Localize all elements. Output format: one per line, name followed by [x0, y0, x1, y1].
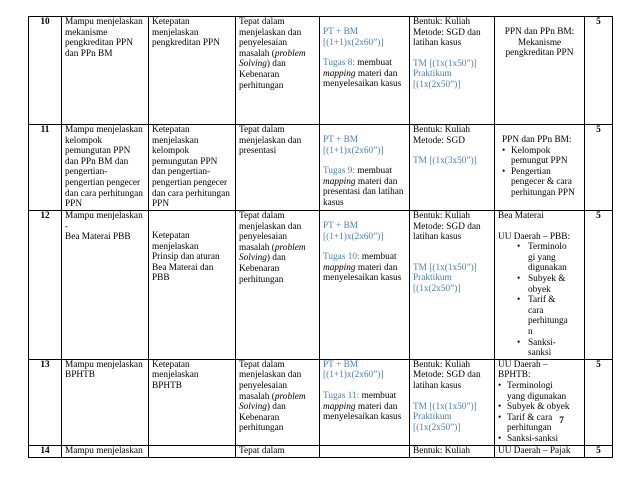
list-item: • Pengertian pengecer & cara perhitungan PPN	[511, 167, 581, 199]
materi-cell: PPN dan PPn BM: • Kelompok pemungut PPN • Pengertian pengecer & cara perhitungan PPN	[495, 125, 585, 211]
tugas-text: Tugas 8: membuat mapping materi dan menyelesaikan kasus	[323, 58, 402, 90]
waktu-text: PT + BM [(1+1)x(2x60”)]	[323, 135, 384, 156]
kemampuan-cell: Mampu menjelaskan - Bea Materai PBB	[62, 211, 149, 360]
table-row	[29, 125, 613, 211]
bobot-cell: 5	[585, 211, 613, 360]
list-item: • Kelompok pemungut PPN	[511, 146, 581, 167]
kriteria-cell: Tepat dalam	[236, 445, 320, 457]
row-number: 13	[29, 359, 62, 445]
metode-cell	[320, 211, 410, 360]
row-number: 14	[29, 445, 62, 457]
bobot-cell: 5	[585, 359, 613, 445]
kriteria-cell: Tepat dalam menjelaskan dan presentasi	[236, 125, 320, 211]
bobot-cell: 5	[585, 125, 613, 211]
rps-table	[28, 16, 613, 458]
table-row	[29, 211, 613, 360]
table-row	[29, 445, 613, 457]
kemampuan-cell: Mampu menjelaskan kelompok pemungutan PPN dan PPn BM dan pengertian- pengertian pengecer dan cara perhitungan PPN	[62, 125, 149, 211]
tugas-text: Tugas 9: membuat mapping materi dan presentasi dan latihan kasus	[323, 166, 404, 208]
waktu-text: PT + BM [(1+1)x(2x60”)]	[323, 27, 384, 48]
bentuk-cell: Bentuk: Kuliah Metode: SGD dan latihan kasus TM [(1x(1x50”)] Praktikum [(1x(2x50”)]	[410, 359, 495, 445]
metode-cell	[320, 125, 410, 211]
bentuk-cell: Bentuk: Kuliah	[410, 445, 495, 457]
tugas-text: Tugas 10: membuat mapping materi dan menyelesaikan kasus	[323, 252, 402, 284]
tugas-text: Tugas 11: membuat mapping materi dan menyelesaikan kasus	[323, 390, 402, 423]
row-number: 12	[29, 211, 62, 360]
list-item: • Terminologi yang digunakan	[507, 381, 581, 402]
bentuk-cell: Bentuk: Kuliah Metode: SGD dan latihan kasus TM [(1x(1x50”)] Praktikum [(1x(2x50”)]	[410, 17, 495, 125]
kriteria-cell: Tepat dalam menjelaskan dan penyelesaian masalah (problem Solving) dan Kebenaran perhitungan	[236, 359, 320, 445]
waktu-text: PT + BM [(1+1)x(2x60”)]	[323, 359, 384, 381]
materi-cell: Bea Materai UU Daerah – PBB: • Terminolo gi yang digunakan • Subyek & obyek • Tarif & cara perhitunga n • Sanksi- sanksi	[495, 211, 585, 360]
bentuk-cell: Bentuk: Kuliah Metode: SGD dan latihan kasus TM [(1x(1x50”)] Praktikum [(1x(2x50”)]	[410, 211, 495, 360]
materi-cell: UU Daerah – Pajak	[495, 445, 585, 457]
materi-cell: UU Daerah – BPHTB: • Terminologi yang digunakan • Subyek & obyek • Tarif & cara perhitungan • Sanksi-sanksi	[495, 359, 585, 445]
materi-list	[502, 146, 581, 199]
kriteria-cell: Tepat dalam menjelaskan dan penyelesaian masalah (problem Solving) dan Kebenaran perhitungan	[236, 211, 320, 360]
metode-cell	[320, 445, 410, 457]
materi-cell: PPN dan PPn BM: Mekanisme pengkreditan PPN	[495, 17, 585, 125]
table-row	[29, 359, 613, 445]
row-number: 10	[29, 17, 62, 125]
list-item: • Tarif & cara perhitunga n	[528, 295, 581, 337]
bobot-cell: 5	[585, 445, 613, 457]
row-number: 11	[29, 125, 62, 211]
kriteria-cell: Tepat dalam menjelaskan dan penyelesaian masalah (problem Solving) dan Kebenaran perhitungan	[236, 17, 320, 125]
indikator-cell	[149, 445, 236, 457]
materi-list	[498, 242, 581, 359]
kemampuan-cell: Mampu menjelaskan mekanisme pengkreditan PPN dan PPn BM	[62, 17, 149, 125]
bentuk-cell: Bentuk: Kuliah Metode: SGD TM [(1x(3x50”)]	[410, 125, 495, 211]
indikator-cell: Ketepatan menjelaskan kelompok pemungutan PPN dan pengertian- pengertian pengecer dan cara perhitungan PPN	[149, 125, 236, 211]
waktu-text: PT + BM [(1+1)x(2x60”)]	[323, 221, 384, 242]
page-number: 7	[559, 416, 564, 426]
list-item: • Subyek & obyek	[507, 402, 581, 413]
list-item: • Terminolo gi yang digunakan	[528, 242, 581, 274]
list-item: • Subyek & obyek	[528, 274, 581, 295]
kemampuan-cell: Mampu menjelaskan	[62, 445, 149, 457]
indikator-cell: Ketepatan menjelaskan BPHTB	[149, 359, 236, 445]
metode-cell	[320, 359, 410, 445]
metode-cell	[320, 17, 410, 125]
list-item: • Tarif & cara perhitungan	[507, 413, 581, 434]
indikator-cell: Ketepatan menjelaskan pengkreditan PPN	[149, 17, 236, 125]
list-item: • Sanksi- sanksi	[528, 338, 581, 359]
bobot-cell: 5	[585, 17, 613, 125]
table-row	[29, 17, 613, 125]
materi-list	[498, 381, 581, 445]
kemampuan-cell: Mampu menjelaskan BPHTB	[62, 359, 149, 445]
list-item: • Sanksi-sanksi	[507, 434, 581, 445]
indikator-cell: Ketepatan menjelaskan Prinsip dan aturan Bea Materai dan PBB	[149, 211, 236, 360]
